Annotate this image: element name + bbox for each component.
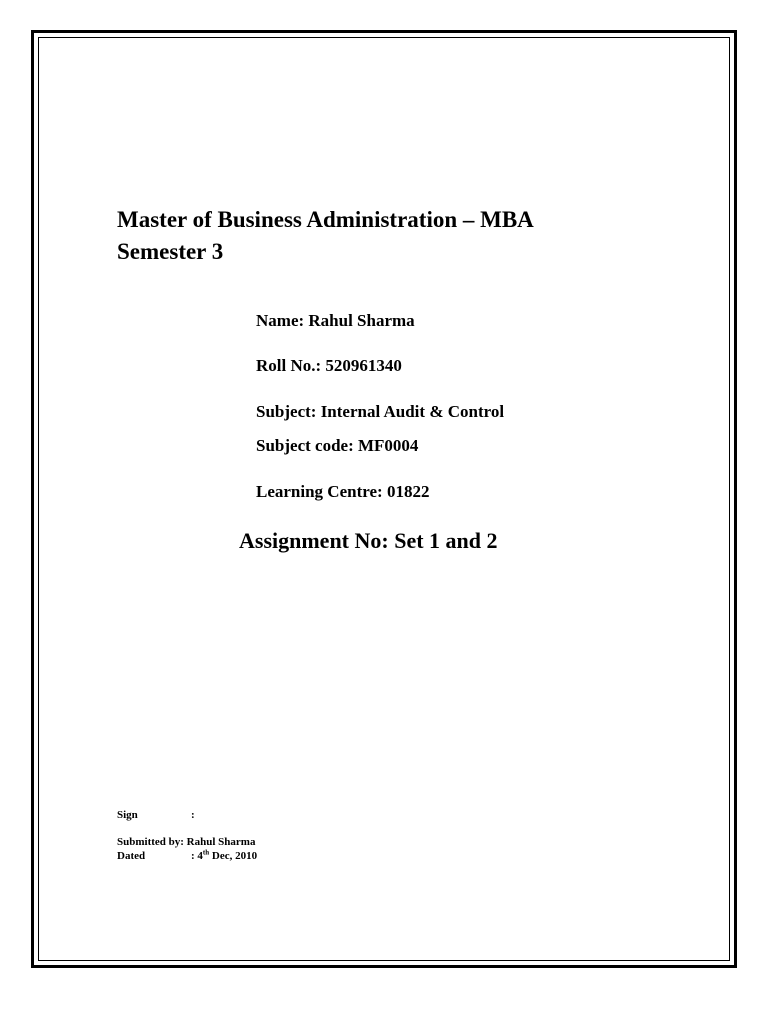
subject: Subject: Internal Audit & Control bbox=[256, 402, 505, 421]
student-name: Name: Rahul Sharma bbox=[256, 311, 415, 330]
document-title bbox=[117, 204, 534, 268]
dated-ordinal: th bbox=[202, 848, 210, 857]
subject-code: Subject code: MF0004 bbox=[256, 436, 419, 455]
roll-number: Roll No.: 520961340 bbox=[256, 356, 402, 375]
title-semester: Semester 3 bbox=[117, 239, 224, 264]
sign-row bbox=[117, 808, 195, 822]
dated-prefix: : 4 bbox=[191, 850, 203, 862]
dated-row bbox=[117, 849, 257, 863]
submitted-by: Submitted by: Rahul Sharma bbox=[117, 836, 256, 848]
sign-separator: : bbox=[191, 809, 195, 821]
title-program: Master of Business Administration – MBA bbox=[117, 207, 534, 232]
learning-centre: Learning Centre: 01822 bbox=[256, 482, 430, 501]
dated-rest: Dec, 2010 bbox=[209, 850, 258, 862]
dated-label: Dated bbox=[117, 850, 146, 862]
assignment-number: Assignment No: Set 1 and 2 bbox=[239, 528, 498, 553]
sign-label: Sign bbox=[117, 809, 138, 821]
